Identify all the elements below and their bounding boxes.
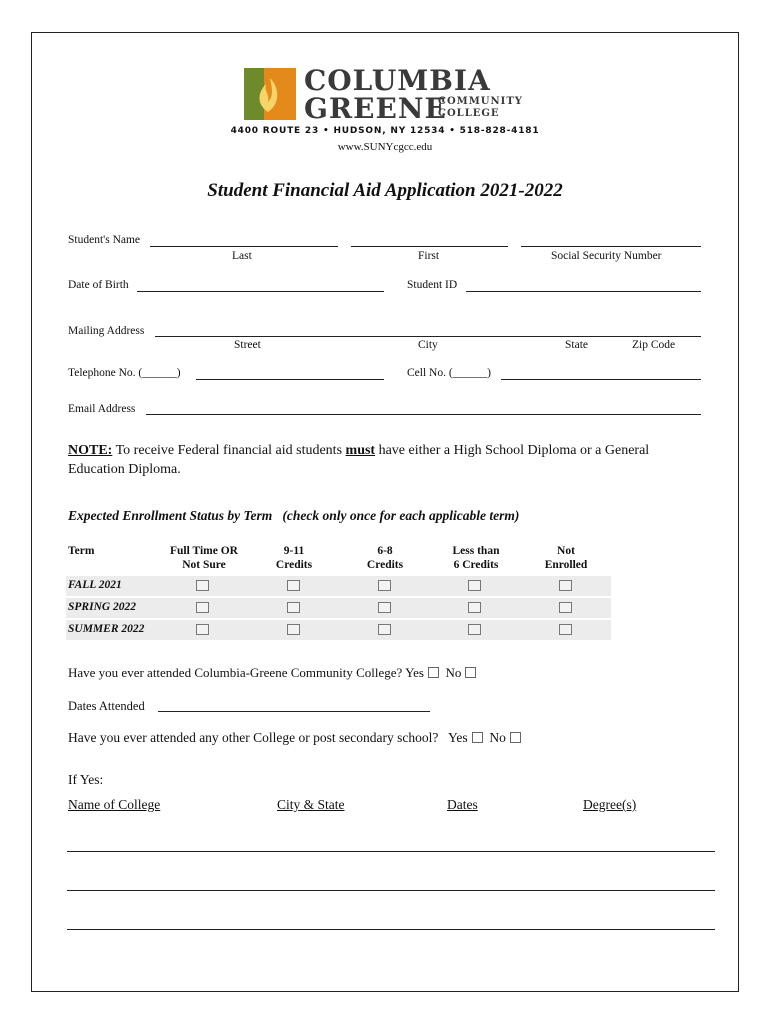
attended-cgcc-yes-checkbox[interactable] <box>428 667 439 678</box>
spring-less-6-checkbox[interactable] <box>468 602 481 613</box>
college-logo <box>244 68 296 120</box>
spring-9-11-checkbox[interactable] <box>287 602 300 613</box>
college-entry-line-3[interactable] <box>67 929 715 930</box>
note-text-before: To receive Federal financial aid students <box>112 443 346 458</box>
col-less-6-header <box>436 544 516 572</box>
ssn-field[interactable] <box>521 246 701 247</box>
attended-other-yes-label: Yes <box>448 730 468 745</box>
summer-less-6-checkbox[interactable] <box>468 624 481 635</box>
note-prefix: NOTE: <box>68 443 113 458</box>
term-label-summer: SUMMER 2022 <box>68 623 145 635</box>
city-state-header: City & State <box>277 797 345 812</box>
term-row-spring <box>66 598 611 618</box>
cell-label: Cell No. (______) <box>407 367 492 379</box>
if-yes-label: If Yes: <box>68 772 104 787</box>
fall-9-11-checkbox[interactable] <box>287 580 300 591</box>
college-entry-line-1[interactable] <box>67 851 715 852</box>
student-name-label: Student's Name <box>68 234 141 246</box>
note-text-after: have either a High School Diploma or a General Education Diploma. <box>68 443 650 477</box>
diploma-note <box>68 441 708 479</box>
college-name-line2: GREENE <box>304 92 447 125</box>
term-label-fall: FALL 2021 <box>68 579 122 591</box>
last-name-field[interactable] <box>150 246 338 247</box>
student-id-field[interactable] <box>466 291 701 292</box>
col-less-6-line1: Less than <box>452 545 500 557</box>
note-must: must <box>345 443 376 458</box>
spring-fulltime-checkbox[interactable] <box>196 602 209 613</box>
col-not-enrolled-line1: Not <box>557 545 575 557</box>
city-label: City <box>418 339 438 351</box>
mailing-address-label: Mailing Address <box>68 325 145 337</box>
degrees-header: Degree(s) <box>583 797 637 812</box>
term-column-header: Term <box>68 545 95 557</box>
fall-not-enrolled-checkbox[interactable] <box>559 580 572 591</box>
attended-cgcc-no-label: No <box>445 665 462 680</box>
college-address: 4400 ROUTE 23 • HUDSON, NY 12534 • 518-828-4181 <box>230 126 540 136</box>
mailing-address-field[interactable] <box>155 336 701 337</box>
dates-attended-field[interactable] <box>158 711 430 712</box>
attended-cgcc-text: Have you ever attended Columbia-Greene Community College? <box>68 665 403 680</box>
enrollment-subheading: (check only once for each applicable term) <box>282 508 520 523</box>
attended-cgcc-question <box>68 665 476 681</box>
telephone-field[interactable] <box>196 379 384 380</box>
col-fulltime-line2: Not Sure <box>182 559 226 571</box>
street-label: Street <box>234 339 261 351</box>
attended-other-no-label: No <box>489 730 506 745</box>
attended-other-no-checkbox[interactable] <box>510 732 521 743</box>
fall-6-8-checkbox[interactable] <box>378 580 391 591</box>
col-9-11-line1: 9-11 <box>283 545 305 557</box>
attended-other-text: Have you ever attended any other College or post secondary school? <box>68 730 439 745</box>
attended-cgcc-no-checkbox[interactable] <box>465 667 476 678</box>
college-entry-line-2[interactable] <box>67 890 715 891</box>
col-fulltime-header <box>154 544 254 572</box>
term-row-summer <box>66 620 611 640</box>
college-word-community: COMMUNITY <box>438 96 523 107</box>
fall-fulltime-checkbox[interactable] <box>196 580 209 591</box>
term-label-spring: SPRING 2022 <box>68 601 137 613</box>
summer-6-8-checkbox[interactable] <box>378 624 391 635</box>
col-9-11-header <box>254 544 334 572</box>
spring-not-enrolled-checkbox[interactable] <box>559 602 572 613</box>
col-9-11-line2: Credits <box>275 559 313 571</box>
dates-header: Dates <box>447 797 478 812</box>
dob-label: Date of Birth <box>68 279 129 291</box>
college-name-line1: COLUMBIA <box>304 64 491 97</box>
state-label: State <box>565 339 588 351</box>
enrollment-heading-text: Expected Enrollment Status by Term <box>68 508 273 523</box>
attended-other-question <box>68 730 521 746</box>
college-word-college: COLLEGE <box>438 108 500 119</box>
col-not-enrolled-line2: Enrolled <box>544 559 588 571</box>
student-id-label: Student ID <box>407 279 458 291</box>
spring-6-8-checkbox[interactable] <box>378 602 391 613</box>
last-label: Last <box>232 250 252 262</box>
summer-9-11-checkbox[interactable] <box>287 624 300 635</box>
college-website[interactable]: www.SUNYcgcc.edu <box>337 141 433 153</box>
dates-attended-label: Dates Attended <box>68 699 145 713</box>
college-name-header: Name of College <box>68 797 161 812</box>
enrollment-heading <box>68 508 519 524</box>
col-6-8-line1: 6-8 <box>377 545 393 557</box>
page-title: Student Financial Aid Application 2021-2022 <box>207 180 563 201</box>
first-name-field[interactable] <box>351 246 508 247</box>
email-field[interactable] <box>146 414 701 415</box>
col-not-enrolled-header <box>526 544 606 572</box>
col-6-8-line2: Credits <box>366 559 404 571</box>
first-label: First <box>418 250 440 262</box>
telephone-label: Telephone No. (______) <box>68 367 181 379</box>
term-row-fall <box>66 576 611 596</box>
zip-label: Zip Code <box>632 339 676 351</box>
col-6-8-header <box>345 544 425 572</box>
summer-fulltime-checkbox[interactable] <box>196 624 209 635</box>
attended-other-yes-checkbox[interactable] <box>472 732 483 743</box>
cell-field[interactable] <box>501 379 701 380</box>
col-less-6-line2: 6 Credits <box>453 559 499 571</box>
fall-less-6-checkbox[interactable] <box>468 580 481 591</box>
summer-not-enrolled-checkbox[interactable] <box>559 624 572 635</box>
dob-field[interactable] <box>137 291 384 292</box>
attended-cgcc-yes-label: Yes <box>405 665 424 680</box>
ssn-label: Social Security Number <box>551 250 662 262</box>
col-fulltime-line1: Full Time OR <box>170 545 238 557</box>
flame-icon <box>244 68 296 120</box>
email-label: Email Address <box>68 403 136 415</box>
